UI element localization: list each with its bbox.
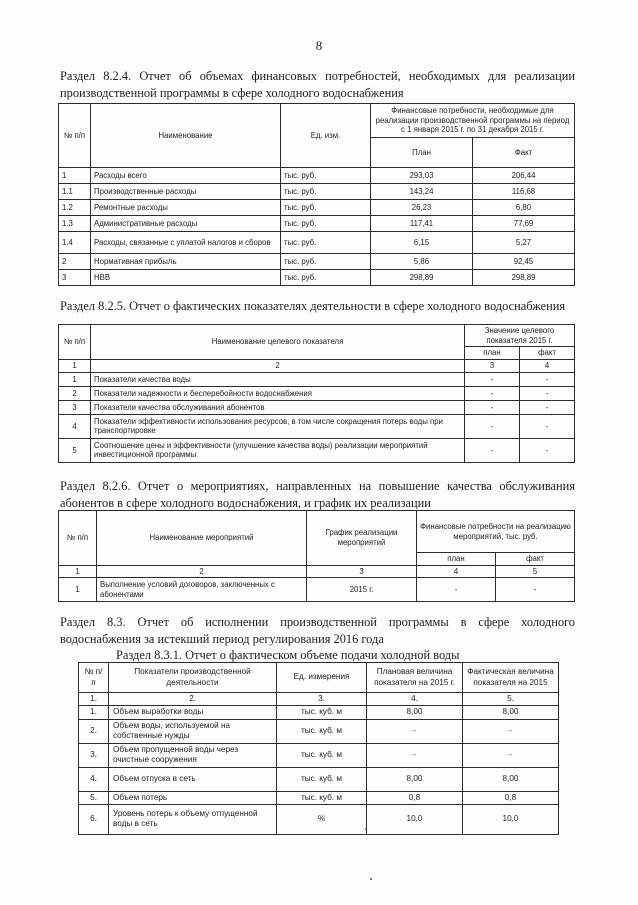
row-fact: 5,27 [473, 232, 575, 254]
row-name: Объем пропущенной воды через очистные сооружения [109, 743, 277, 767]
row-fact: 206,44 [473, 168, 575, 184]
row-num: 1.2 [59, 200, 91, 216]
section-8-3-heading: Раздел 8.3. Отчет об исполнении производственной программы в сфере холодного водоснабжения за истекший период регулирования 2016 года [60, 615, 575, 646]
row-num: 6. [79, 804, 109, 834]
index-4: 4. [367, 693, 463, 706]
header-name: Наименование [91, 104, 281, 168]
header-num: № п/п [59, 511, 97, 566]
index-name: 2 [91, 360, 465, 373]
header-num: № п/п [59, 325, 91, 360]
header-plan: план [417, 553, 496, 566]
header-plan: План [371, 138, 473, 168]
row-fact: 77,69 [473, 216, 575, 232]
row-num: 2 [59, 386, 91, 400]
row-plan: 10,0 [367, 804, 463, 834]
row-plan: 143,24 [371, 184, 473, 200]
row-num: 5 [59, 438, 91, 462]
index-5: 5. [463, 693, 559, 706]
row-name: Объем потерь [109, 791, 277, 804]
row-num: 5. [79, 791, 109, 804]
row-unit: тыс. куб. м [277, 743, 367, 767]
water-supply-volume-table [78, 662, 559, 835]
financial-needs-table [58, 103, 575, 286]
row-fact: - [496, 578, 575, 602]
row-fact: - [520, 438, 575, 462]
row-fact: - [463, 719, 559, 743]
table-row [59, 386, 575, 400]
index-3: 3 [307, 565, 417, 578]
row-plan: 8,00 [367, 767, 463, 791]
row-num: 1.4 [59, 232, 91, 254]
header-name: Показатели производственной деятельности [109, 663, 277, 693]
row-plan: - [465, 372, 520, 386]
table-row [79, 804, 559, 834]
row-plan: 6,15 [371, 232, 473, 254]
index-plan: 3 [465, 360, 520, 373]
row-fact: - [520, 414, 575, 438]
index-5: 5 [496, 565, 575, 578]
row-unit: тыс. куб. м [277, 719, 367, 743]
row-name: Уровень потерь к объему отпущенной воды в сеть [109, 804, 277, 834]
row-name: Показатели эффективности использования ресурсов, в том числе сокращения потерь воды при транспортировке [91, 414, 465, 438]
row-num: 3. [79, 743, 109, 767]
index-2: 2. [109, 693, 277, 706]
row-name: Расходы, связанные с уплатой налогов и сборов [91, 232, 281, 254]
row-fact: 116,68 [473, 184, 575, 200]
section-8-3-1-heading: Раздел 8.3.1. Отчет о фактическом объеме подачи холодной воды [116, 648, 460, 662]
section-8-2-6-heading: Раздел 8.2.6. Отчет о мероприятиях, направленных на повышение качества обслуживания абонентов в сфере холодного водоснабжения, и график их реализации [60, 479, 575, 510]
row-unit: тыс. руб. [281, 200, 371, 216]
row-name: Соотношение цены и эффективности (улучшение качества воды) реализации мероприятий инвестиционной программы [91, 438, 465, 462]
table-row [59, 400, 575, 414]
row-fact: 92,45 [473, 254, 575, 270]
row-name: Расходы всего [91, 168, 281, 184]
header-fact: факт [496, 553, 575, 566]
table-row [79, 719, 559, 743]
row-name: Административные расходы [91, 216, 281, 232]
row-unit: тыс. руб. [281, 270, 371, 286]
table-row [59, 414, 575, 438]
row-unit: тыс. куб. м [277, 767, 367, 791]
row-num: 1. [79, 706, 109, 719]
table-row [59, 578, 575, 602]
row-name: Объем выработки воды [109, 706, 277, 719]
row-plan: - [417, 578, 496, 602]
row-name: Выполнение условий договоров, заключенных с абонентами [97, 578, 307, 602]
row-name: Показатели надежности и бесперебойности водоснабжения [91, 386, 465, 400]
row-num: 2 [59, 254, 91, 270]
target-indicators-table [58, 324, 575, 463]
row-unit: тыс. куб. м [277, 791, 367, 804]
header-period: Финансовые потребности, необходимые для реализации производственной программы на период с 1 января 2015 г. по 31 декабря 2015 г. [371, 104, 575, 138]
row-plan: - [367, 719, 463, 743]
customer-service-measures-table [58, 510, 575, 602]
row-plan: 5,86 [371, 254, 473, 270]
header-name: Наименование мероприятий [97, 511, 307, 566]
index-4: 4 [417, 565, 496, 578]
row-plan: - [465, 386, 520, 400]
section-8-2-5-heading: Раздел 8.2.5. Отчет о фактических показателях деятельности в сфере холодного водоснабжения [60, 299, 566, 313]
row-schedule: 2015 г. [307, 578, 417, 602]
row-fact: 10,0 [463, 804, 559, 834]
row-plan: - [465, 438, 520, 462]
row-unit: тыс. куб. м [277, 706, 367, 719]
row-unit: тыс. руб. [281, 168, 371, 184]
index-num: 1 [59, 360, 91, 373]
row-fact: 6,80 [473, 200, 575, 216]
row-plan: - [465, 414, 520, 438]
row-name: Производственные расходы [91, 184, 281, 200]
table-row [59, 232, 575, 254]
header-fact: Фактическая величина показателя на 2015 [463, 663, 559, 693]
table-row [59, 184, 575, 200]
row-plan: 0,8 [367, 791, 463, 804]
row-name: Показатели качества обслуживания абонентов [91, 400, 465, 414]
index-1: 1. [79, 693, 109, 706]
row-name: НВВ [91, 270, 281, 286]
row-fact: - [463, 743, 559, 767]
row-num: 3 [59, 270, 91, 286]
table-row [79, 791, 559, 804]
table-row [79, 767, 559, 791]
page-number: 8 [315, 38, 323, 53]
row-unit: тыс. руб. [281, 184, 371, 200]
row-num: 1.1 [59, 184, 91, 200]
table-row [79, 743, 559, 767]
row-num: 1 [59, 168, 91, 184]
table-row [79, 706, 559, 719]
table-row [59, 216, 575, 232]
row-fact: 298,89 [473, 270, 575, 286]
table-row [59, 270, 575, 286]
row-name: Ремонтные расходы [91, 200, 281, 216]
index-fact: 4 [520, 360, 575, 373]
row-num: 1 [59, 578, 97, 602]
header-unit: Ед. изм. [281, 104, 371, 168]
row-num: 1.3 [59, 216, 91, 232]
header-fact: факт [520, 347, 575, 360]
table-row [59, 168, 575, 184]
row-num: 4. [79, 767, 109, 791]
row-fact: 8,00 [463, 706, 559, 719]
header-name: Наименование целевого показателя [91, 325, 465, 360]
row-fact: - [520, 386, 575, 400]
row-plan: - [465, 400, 520, 414]
row-plan: 26,23 [371, 200, 473, 216]
row-num: 2. [79, 719, 109, 743]
row-num: 1 [59, 372, 91, 386]
section-8-2-4-heading: Раздел 8.2.4. Отчет об объемах финансовых потребностей, необходимых для реализации производственной программы в сфере холодного водоснабжения [60, 69, 575, 100]
row-num: 4 [59, 414, 91, 438]
row-unit: тыс. руб. [281, 216, 371, 232]
scan-speck [365, 828, 367, 830]
header-value: Значение целевого показателя 2015 г. [465, 325, 575, 347]
table-row [59, 372, 575, 386]
row-name: Нормативная прибыль [91, 254, 281, 270]
row-plan: 293,03 [371, 168, 473, 184]
row-unit: % [277, 804, 367, 834]
header-num: № п/п [59, 104, 91, 168]
header-finance: Финансовые потребности на реализацию мероприятий, тыс. руб. [417, 511, 575, 553]
header-schedule: График реализации мероприятий [307, 511, 417, 566]
table-row [59, 200, 575, 216]
row-fact: 8,00 [463, 767, 559, 791]
row-plan: 8,00 [367, 706, 463, 719]
scan-speck [370, 878, 372, 880]
row-plan: - [367, 743, 463, 767]
row-name: Показатели качества воды [91, 372, 465, 386]
header-plan: Плановая величина показателя на 2015 г. [367, 663, 463, 693]
row-fact: 0,8 [463, 791, 559, 804]
row-plan: 298,89 [371, 270, 473, 286]
table-row [59, 254, 575, 270]
header-num: № п/п [79, 663, 109, 693]
table-row [59, 438, 575, 462]
row-unit: тыс. руб. [281, 232, 371, 254]
row-plan: 117,41 [371, 216, 473, 232]
index-1: 1 [59, 565, 97, 578]
row-name: Объем воды, используемой на собственные нужды [109, 719, 277, 743]
header-plan: план [465, 347, 520, 360]
row-num: 3 [59, 400, 91, 414]
row-fact: - [520, 372, 575, 386]
header-unit: Ед. измерения [277, 663, 367, 693]
row-name: Объем отпуска в сеть [109, 767, 277, 791]
header-fact: Факт [473, 138, 575, 168]
row-unit: тыс. руб. [281, 254, 371, 270]
row-fact: - [520, 400, 575, 414]
index-3: 3. [277, 693, 367, 706]
index-2: 2 [97, 565, 307, 578]
